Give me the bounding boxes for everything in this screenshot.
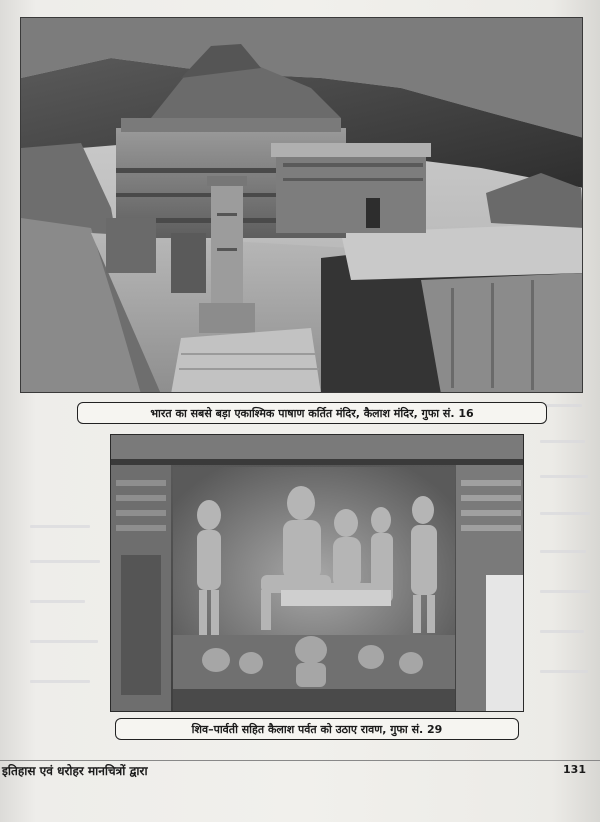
footer-divider [0, 760, 600, 761]
book-title: इतिहास एवं धरोहर मानचित्रों द्वारा [2, 764, 148, 778]
photo-kailasa-temple [20, 17, 583, 393]
figure-caption-kailasa: भारत का सबसे बड़ा एकाश्मिक पाषाण कर्तित मंदिर, कैलाश मंदिर, गुफा सं. 16 [77, 402, 547, 424]
photo-ravana-relief [110, 434, 524, 712]
figure-caption-ravana: शिव–पार्वती सहित कैलाश पर्वत को उठाए रावण, गुफा सं. 29 [115, 718, 519, 740]
ravana-relief-image [111, 435, 524, 712]
page-number: 131 [563, 763, 586, 776]
kailasa-temple-image [21, 18, 583, 393]
